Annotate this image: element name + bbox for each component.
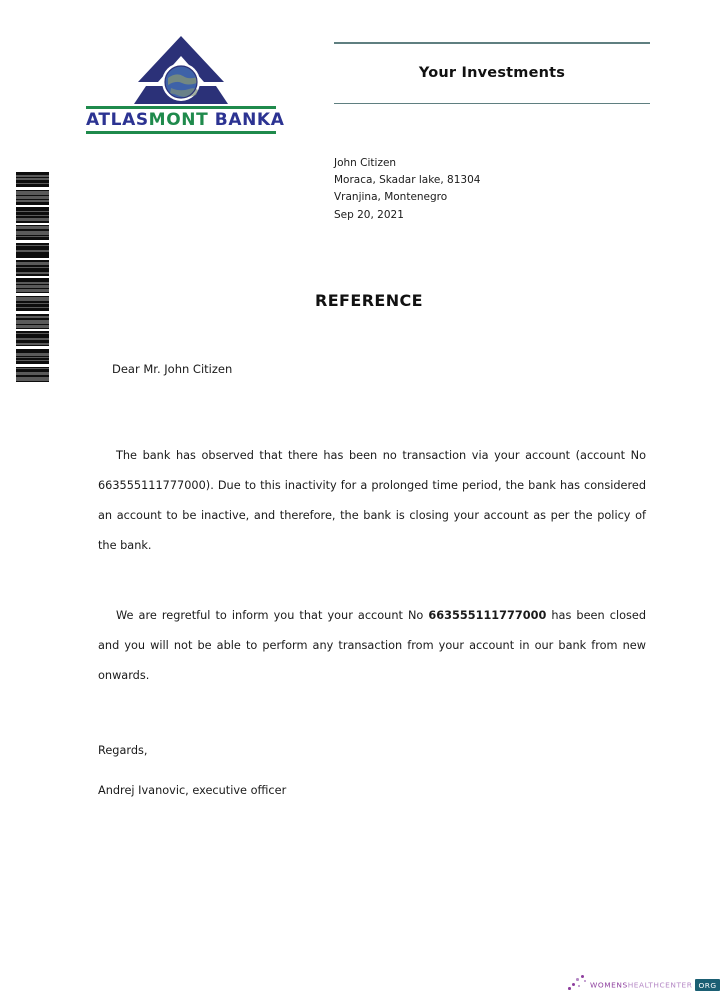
barcode-line: [16, 184, 49, 187]
watermark-dots-icon: [568, 974, 590, 992]
logo-wordmark: [86, 109, 285, 132]
salutation: Dear Mr. John Citizen: [112, 362, 233, 376]
body-paragraph-2: [98, 601, 646, 691]
bank-logo: [86, 34, 285, 134]
letter-date: Sep 20, 2021: [334, 208, 404, 221]
barcode-line: [16, 328, 49, 329]
barcode-group: [16, 314, 49, 329]
signature-name: Andrej Ivanovic, executive officer: [98, 784, 287, 797]
barcode-group: [16, 225, 49, 240]
watermark-text: [590, 979, 720, 992]
barcode-line: [16, 221, 49, 223]
signature-block: [98, 744, 286, 797]
body-paragraph-1: The bank has observed that there has been no transaction via your account (account No 663555111777000). Due to this inactivity for a prolonged time period, the bank has considered an account to be inactive, and therefore, the bank is closing your account as per the policy of the bank.: [98, 449, 646, 552]
watermark: [568, 966, 717, 992]
barcode-line: [16, 361, 49, 364]
logo-word-mont: MONT: [148, 109, 209, 130]
barcode-group: [16, 243, 49, 258]
barcode-group: [16, 207, 49, 222]
paragraph-2-account-number: 663555111777000: [428, 609, 547, 622]
header-title-block: [334, 42, 650, 104]
logo-word-atlas: ATLAS: [86, 109, 149, 130]
letter-body: [98, 441, 646, 691]
logo-word-banka: BANKA: [208, 109, 285, 130]
watermark-text-strong: WOMENS: [590, 980, 628, 990]
document-heading: REFERENCE: [314, 291, 424, 310]
barcode-line: [16, 345, 49, 347]
barcode-group: [16, 367, 49, 382]
recipient-address: [334, 155, 480, 224]
barcode-group: [16, 260, 49, 275]
header-rule-bottom: [334, 103, 650, 105]
paragraph-2-tail: has been closed and you will not be able to perform any transaction from your account in our bank from new onwards.: [98, 609, 646, 682]
barcode-line: [16, 254, 49, 258]
recipient-name: John Citizen: [334, 157, 397, 169]
signature-closing: Regards,: [98, 744, 148, 757]
barcode-line: [16, 202, 49, 205]
barcode-line: [16, 237, 49, 240]
atlasmont-triangle-globe-icon: [86, 34, 276, 106]
paragraph-2-lead: We are regretful to inform you that your account No: [116, 609, 429, 622]
barcode-group: [16, 190, 49, 205]
logo-rule-bottom: [86, 131, 276, 134]
barcode-group: [16, 172, 49, 187]
header-title: Your Investments: [418, 64, 566, 81]
watermark-org-badge: ORG: [695, 979, 719, 991]
barcode-line: [16, 274, 49, 276]
barcode-group: [16, 349, 49, 364]
barcode-line: [16, 381, 49, 382]
recipient-address-line-2: Vranjina, Montenegro: [334, 191, 448, 204]
barcode-group: [16, 331, 49, 346]
watermark-text-light: HEALTHCENTER: [627, 980, 693, 990]
vertical-barcode: [16, 172, 49, 382]
recipient-address-line-1: Moraca, Skadar lake, 81304: [334, 174, 481, 187]
